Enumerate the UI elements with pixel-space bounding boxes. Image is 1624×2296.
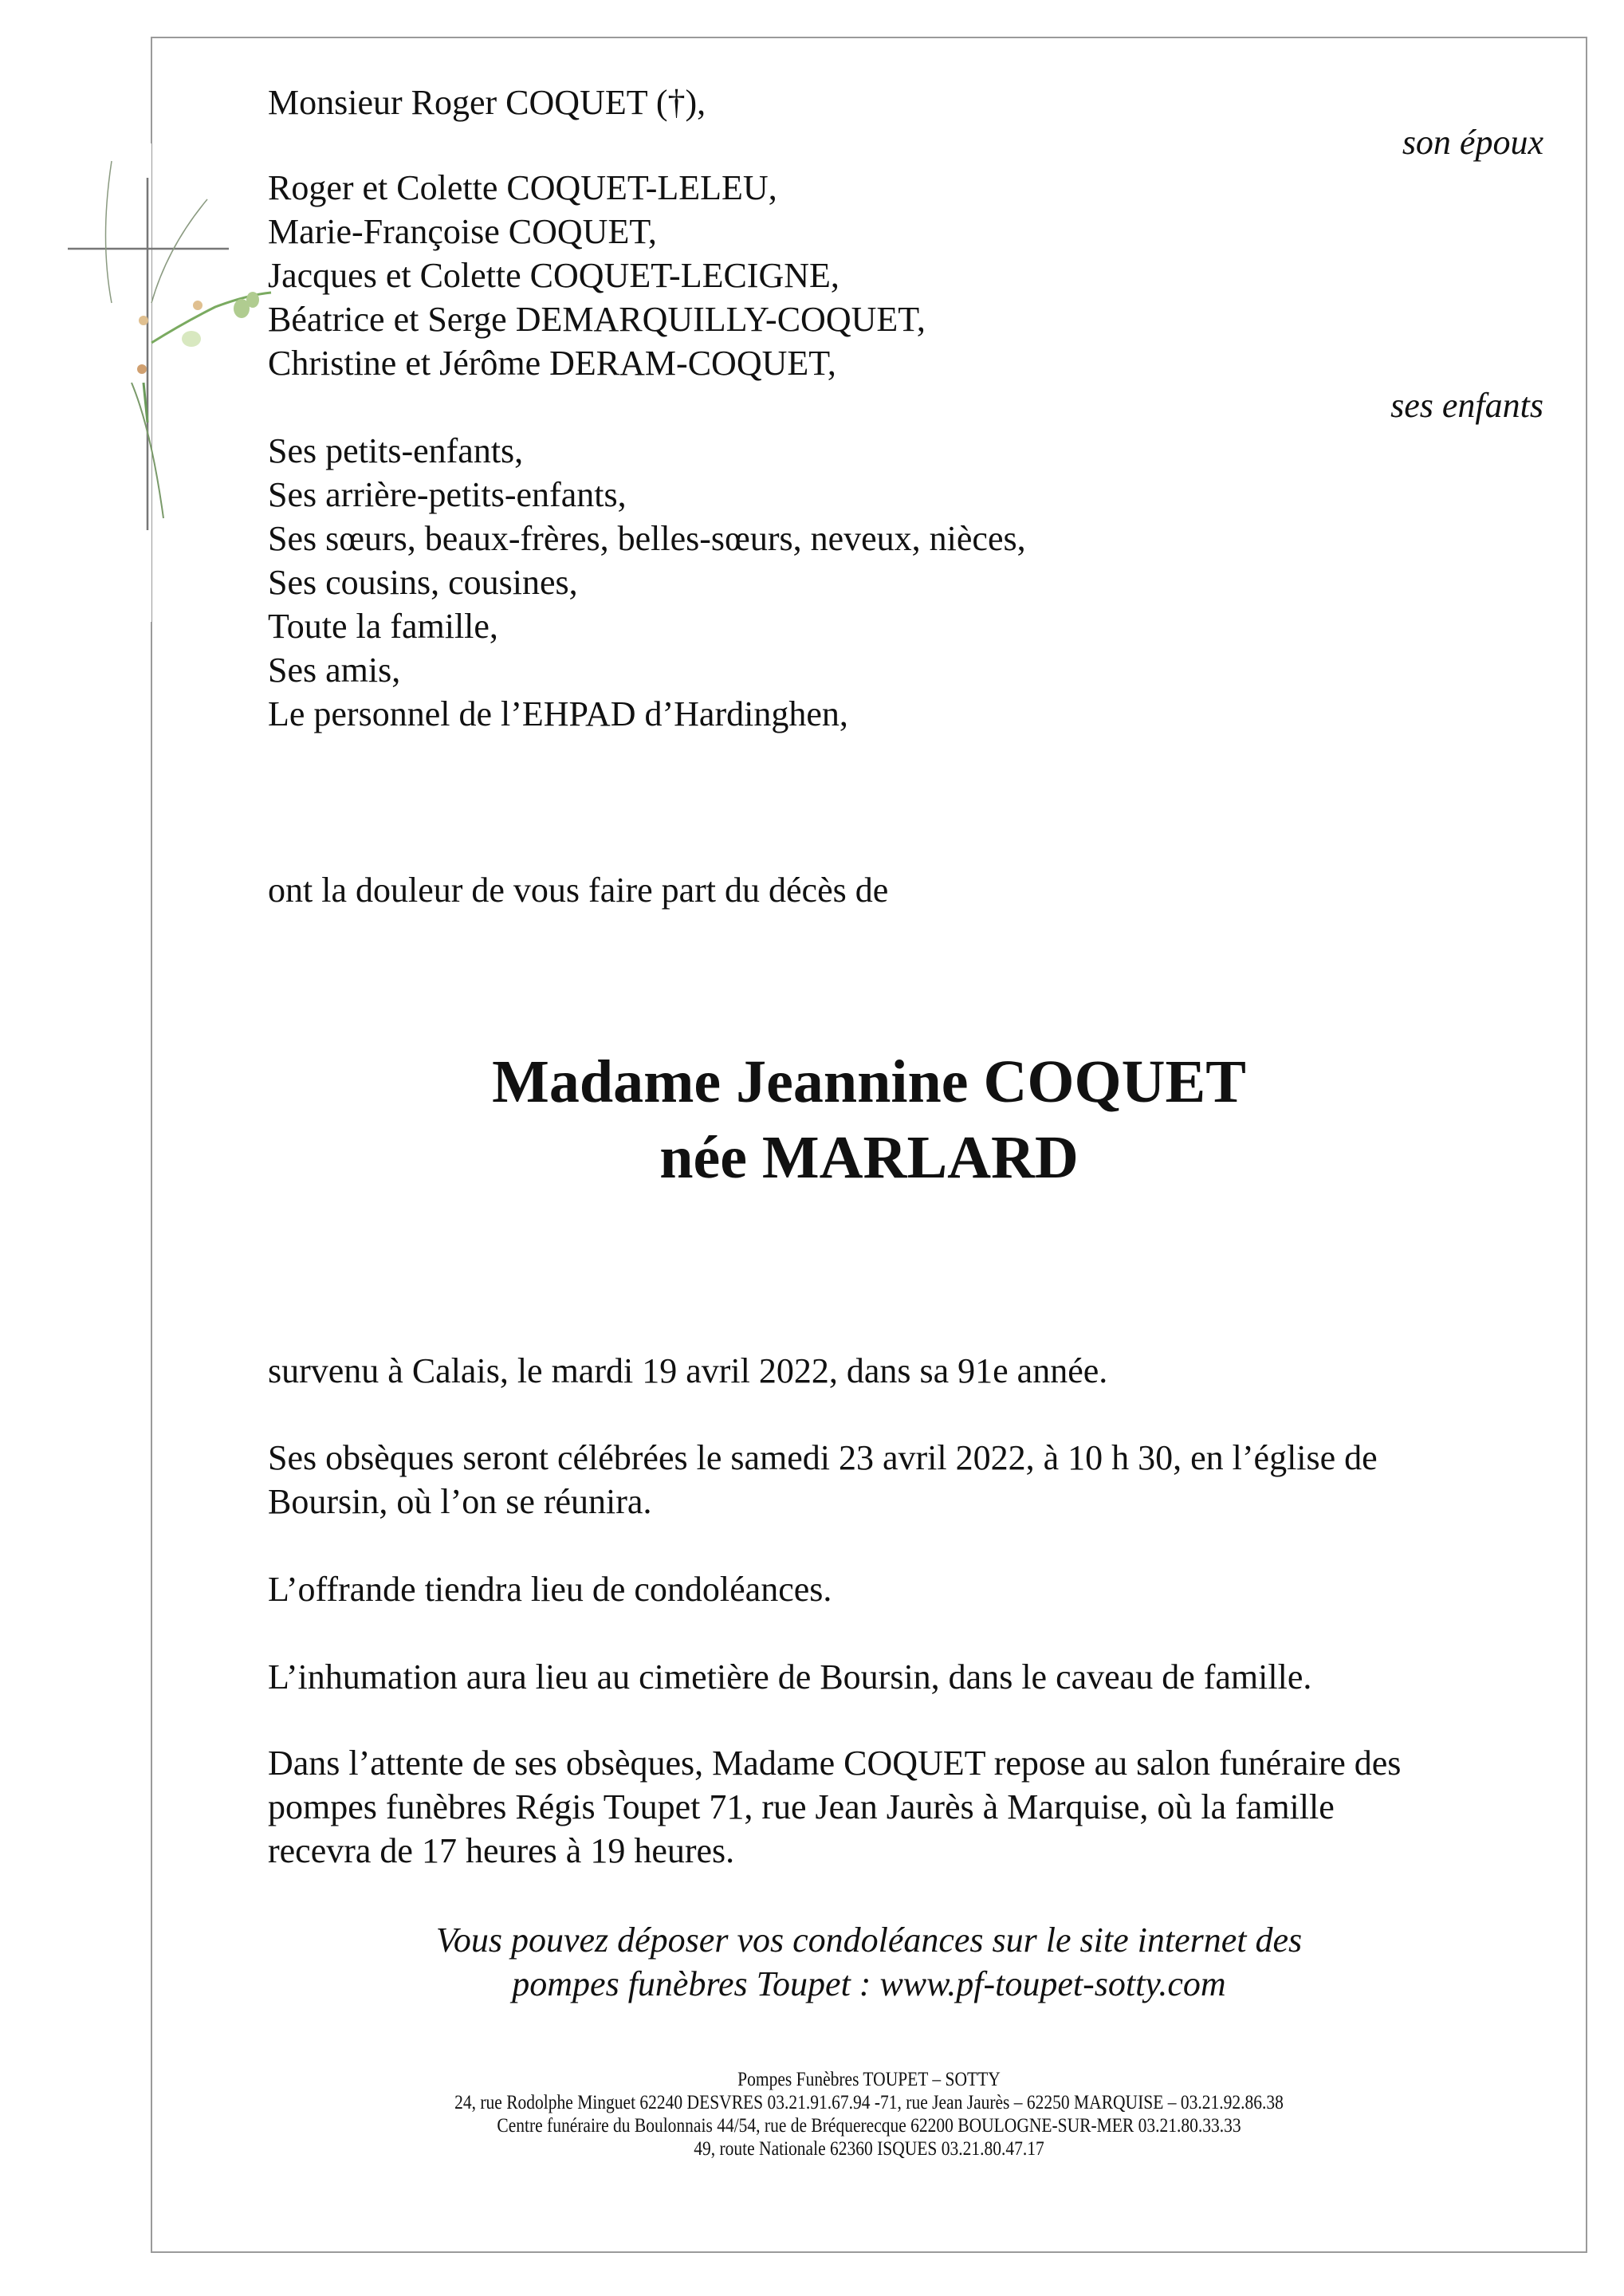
child-entry: Béatrice et Serge DEMARQUILLY-COQUET, [268, 300, 926, 339]
deceased-name: Madame Jeannine COQUET [492, 1048, 1246, 1115]
child-entry: Marie-Françoise COQUET, [268, 212, 657, 251]
cross-orchid-icon [48, 144, 287, 622]
footer-company: Pompes Funèbres TOUPET – SOTTY [737, 2069, 1001, 2090]
footer-address: Centre funéraire du Boulonnais 44/54, rue de Bréquerecque 62200 BOULOGNE-SUR-MER 03.21.80.33.33 [497, 2115, 1241, 2137]
child-entry: Christine et Jérôme DERAM-COQUET, [268, 344, 836, 383]
funeral-line: Boursin, où l’on se réunira. [268, 1482, 652, 1521]
viewing-details [268, 1741, 1401, 1873]
deceased-maiden-name: née MARLARD [659, 1124, 1079, 1191]
other-relatives-list [268, 429, 1026, 736]
relative-entry: Ses arrière-petits-enfants, [268, 475, 627, 514]
relative-entry: Ses petits-enfants, [268, 431, 524, 470]
offering-note: L’offrande tiendra lieu de condoléances. [268, 1570, 832, 1609]
relative-entry: Le personnel de l’EHPAD d’Hardinghen, [268, 694, 848, 733]
death-details: survenu à Calais, le mardi 19 avril 2022, dans sa 91e année. [268, 1351, 1108, 1390]
relative-entry: Toute la famille, [268, 607, 498, 646]
child-entry: Roger et Colette COQUET-LELEU, [268, 168, 777, 207]
burial-details: L’inhumation aura lieu au cimetière de Boursin, dans le caveau de famille. [268, 1657, 1312, 1696]
funeral-line: Ses obsèques seront célébrées le samedi 23 avril 2022, à 10 h 30, en l’église de [268, 1438, 1378, 1477]
spouse-role: son époux [1402, 123, 1543, 162]
child-entry: Jacques et Colette COQUET-LECIGNE, [268, 256, 840, 295]
announcement: ont la douleur de vous faire part du décès de [268, 871, 889, 910]
relative-entry: Ses amis, [268, 651, 401, 690]
footer-address: 24, rue Rodolphe Minguet 62240 DESVRES 03.21.91.67.94 -71, rue Jean Jaurès – 62250 MARQUISE – 03.21.92.86.38 [454, 2092, 1284, 2113]
spouse-line: Monsieur Roger COQUET (†), [268, 83, 706, 122]
condolences-line: pompes funèbres Toupet : www.pf-toupet-sotty.com [512, 1964, 1226, 2003]
viewing-line: Dans l’attente de ses obsèques, Madame COQUET repose au salon funéraire des [268, 1744, 1402, 1783]
viewing-line: recevra de 17 heures à 19 heures. [268, 1831, 735, 1870]
funeral-details [268, 1436, 1378, 1523]
children-role: ses enfants [1390, 386, 1543, 425]
relative-entry: Ses cousins, cousines, [268, 563, 578, 602]
relative-entry: Ses sœurs, beaux-frères, belles-sœurs, neveux, nièces, [268, 519, 1026, 558]
children-list [268, 166, 926, 385]
viewing-line: pompes funèbres Régis Toupet 71, rue Jean Jaurès à Marquise, où la famille [268, 1787, 1335, 1826]
condolences-line: Vous pouvez déposer vos condoléances sur le site internet des [435, 1921, 1303, 1960]
footer-address: 49, route Nationale 62360 ISQUES 03.21.80.47.17 [694, 2138, 1044, 2160]
